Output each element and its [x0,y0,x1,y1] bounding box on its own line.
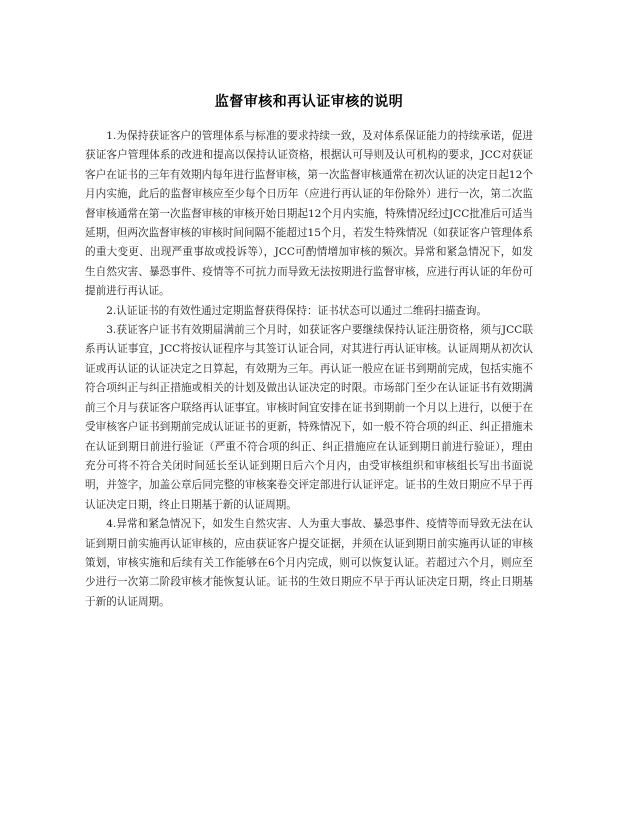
document-title: 监督审核和再认证审核的说明 [214,94,404,110]
document-body [85,127,533,612]
paragraph-3-recertification: 3.获证客户证书有效期届满前三个月时，如获证客户要继续保持认证注册资格，须与JCC联系再认证事宜，JCC将按认证程序与其签订认证合同，对其进行再认证审核。认证周期从初次认证或再认证的认证决定之日算起，有效期为三年。再认证一般应在证书到期前完成，包括实施不符合项纠正与纠正措施或相关的计划及做出认证决定的时限。市场部门至少在认证证书有效期满前三个月与获证客户联络再认证事宜。审核时间宜安排在证书到期前一个月以上进行，以便于在受审核客户证书到期前完成认证证书的更新，特殊情况下，如一般不符合项的纠正、纠正措施未在认证到期日前进行验证（严重不符合项的纠正、纠正措施应在认证到期日前进行验证），理由充分可将不符合关闭时间延长至认证到期日后六个月内，由受审核组织和审核组长写出书面说明，并签字，加盖公章后同完整的审核案卷交评定部进行认证评定。证书的生效日期应不早于再认证决定日期，终止日期基于新的认证周期。 [85,324,533,511]
paragraph-1-monitoring-audit: 1.为保持获证客户的管理体系与标准的要求持续一致，及对体系保证能力的持续承诺，促进获证客户管理体系的改进和提高以保持认证资格，根据认可导则及认可机构的要求，JCC对获证客户在证书的三年有效期内每年进行监督审核，第一次监督审核通常在初次认证的决定日起12个月内实施，此后的监督审核应至少每个日历年（应进行再认证的年份除外）进行一次，第二次监督审核通常在第一次监督审核的审核开始日期起12个月内实施，特殊情况经过JCC批准后可适当延期，但两次监督审核的审核时间间隔不能超过15个月，若发生特殊情况（如获证客户管理体系的重大变更、出现严重事故或投诉等），JCC可酌情增加审核的频次。异常和紧急情况下，如发生自然灾害、暴恐事件、疫情等不可抗力而导致无法按期进行监督审核，应进行再认证的年份可提前进行再认证。 [85,130,533,298]
paragraph-2-certificate-validity: 2.认证证书的有效性通过定期监督获得保持：证书状态可以通过二维码扫描查询。 [106,304,488,317]
paragraph-4-emergency-situations: 4.异常和紧急情况下，如发生自然灾害、人为重大事故、暴恐事件、疫情等而导致无法在认证到期日前实施再认证审核的，应由获证客户提交证据，并须在认证到期日前实施再认证的审核策划，审核实施和后续有关工作能够在6个月内完成，则可以恢复认证。若超过六个月，则应至少进行一次第二阶段审核才能恢复认证。证书的生效日期应不早于再认证决定日期，终止日期基于新的认证周期。 [85,518,533,608]
